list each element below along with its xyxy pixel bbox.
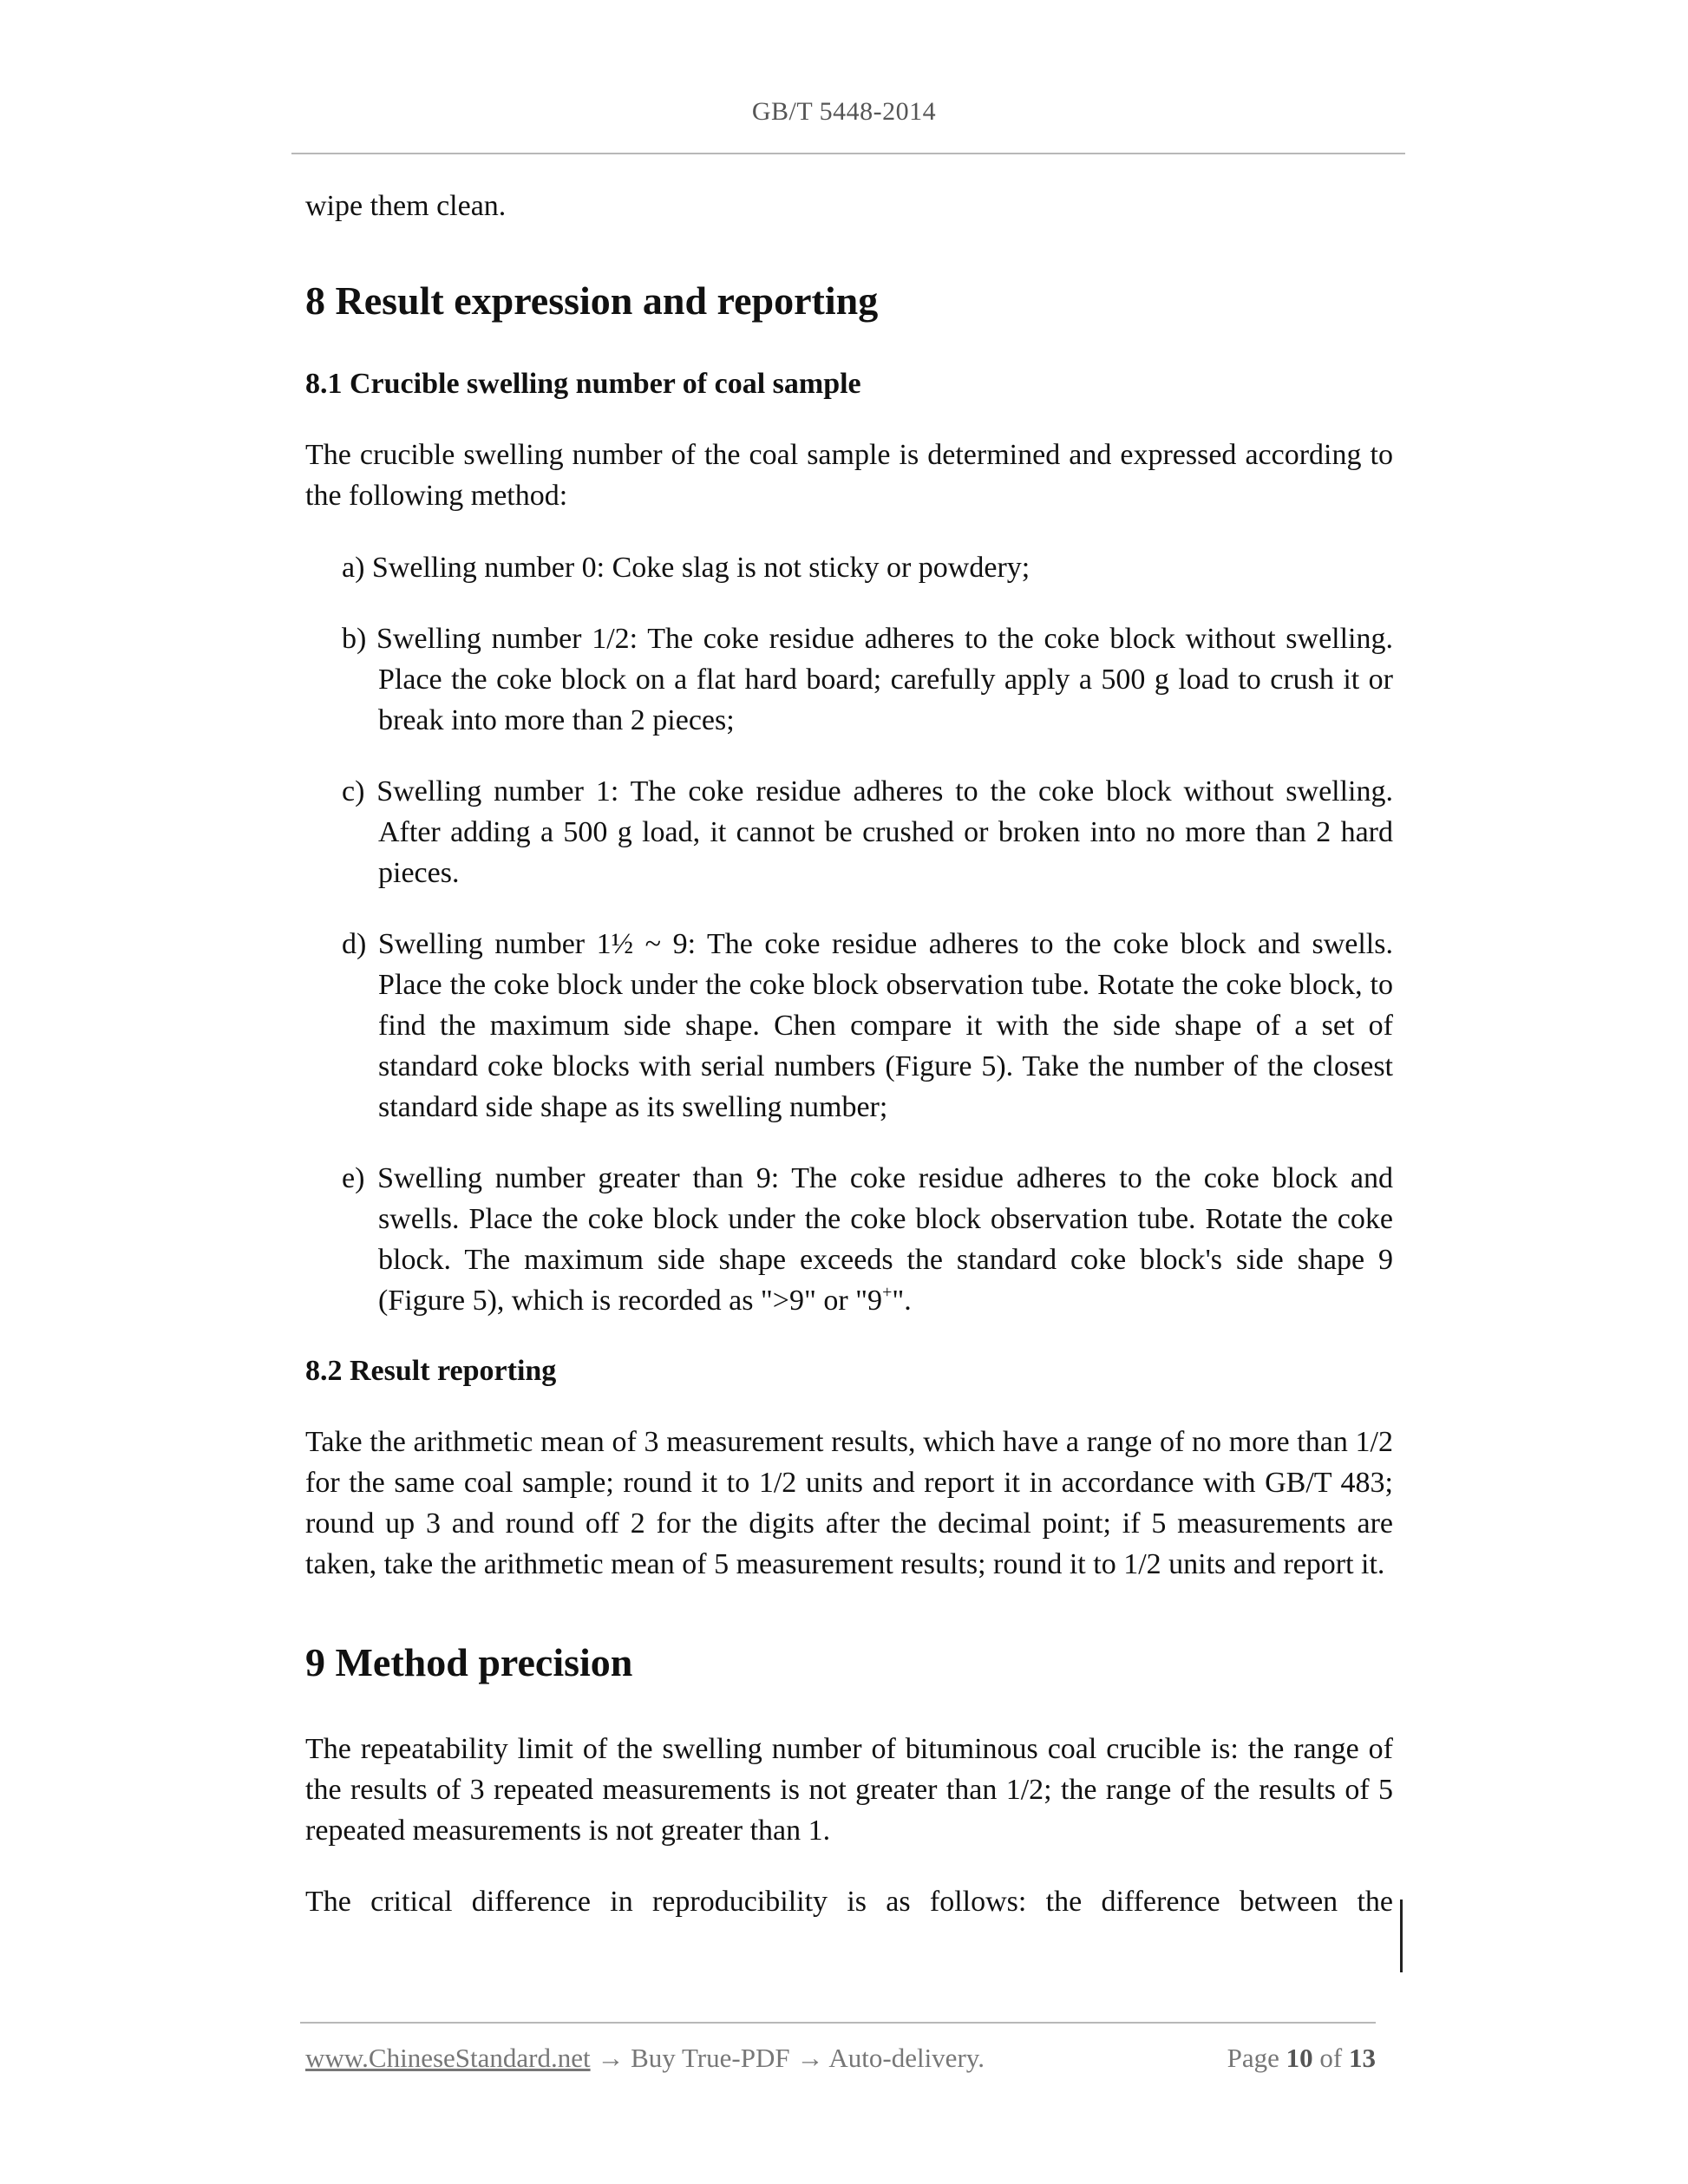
document-body	[305, 186, 1393, 1922]
revision-margin-bar	[1400, 1900, 1403, 1972]
list-item: c) Swelling number 1: The coke residue adheres to the coke block without swelling. After adding a 500 g load, it cannot be crushed or broken into no more than 2 hard pieces.	[342, 775, 1393, 889]
list-item: a) Swelling number 0: Coke slag is not sticky or powdery;	[342, 552, 1030, 584]
footer-promo-text: → Buy True-PDF → Auto-delivery.	[590, 2043, 985, 2073]
section-9-heading: 9 Method precision	[305, 1640, 633, 1684]
section-8-1-heading: 8.1 Crucible swelling number of coal sample	[305, 368, 861, 400]
item-e-suffix: ".	[892, 1285, 912, 1317]
list-item: d) Swelling number 1½ ~ 9: The coke residue adheres to the coke block and swells. Place the coke block under the coke block observation tube. Rotate the coke block, to find the maximum side shape. Chen compare it with the side shape of a set of standard coke blocks with serial numbers (Figure 5). Take the number of the closest standard side shape as its swelling number;	[342, 928, 1393, 1123]
section-8-2-heading: 8.2 Result reporting	[305, 1355, 557, 1387]
document-header-title: GB/T 5448-2014	[751, 97, 937, 126]
list-item	[305, 1158, 1393, 1321]
page-footer	[305, 2043, 1376, 2081]
list-item: b) Swelling number 1/2: The coke residue adheres to the coke block without swelling. Place the coke block on a flat hard board; carefully apply a 500 g load to crush it or break into more than 2 pieces;	[342, 623, 1393, 736]
page-total: 13	[1349, 2043, 1376, 2073]
section-9-paragraph-1: The repeatability limit of the swelling number of bituminous coal crucible is: the range of the results of 3 repeated measurements is not greater than 1/2; the range of the results of 5 repeated measurements is not greater than 1.	[305, 1733, 1393, 1847]
section-8-heading: 8 Result expression and reporting	[305, 278, 879, 323]
section-9-paragraph-2: The critical difference in reproducibility is as follows: the difference between the	[305, 1886, 1393, 1918]
page-current: 10	[1286, 2043, 1313, 2073]
item-e-text: e) Swelling number greater than 9: The coke residue adheres to the coke block and swells. Place the coke block under the coke block observation tube. Rotate the coke block. The maximum side shape exceeds the standard coke block's side shape 9 (Figure 5), which is recorded as ">9" or "9	[342, 1162, 1393, 1317]
superscript-plus: +	[882, 1283, 893, 1302]
swelling-number-list	[305, 547, 1393, 1321]
header-divider	[291, 153, 1405, 154]
page-number	[1227, 2043, 1376, 2074]
section-8-1-intro: The crucible swelling number of the coal sample is determined and expressed according to the following method:	[305, 439, 1393, 512]
footer-divider	[300, 2022, 1376, 2024]
page-of-label: of	[1319, 2043, 1343, 2073]
continued-paragraph: wipe them clean.	[305, 190, 507, 222]
footer-promo	[305, 2043, 985, 2074]
page-label: Page	[1227, 2043, 1279, 2073]
website-link[interactable]: www.ChineseStandard.net	[305, 2043, 591, 2073]
section-8-2-text: Take the arithmetic mean of 3 measurement results, which have a range of no more than 1/2 for the same coal sample; round it to 1/2 units and report it in accordance with GB/T 483; round up 3 and round off 2 for the digits after the decimal point; if 5 measurements are taken, take the arithmetic mean of 5 measurement results; round it to 1/2 units and report it.	[305, 1426, 1393, 1580]
